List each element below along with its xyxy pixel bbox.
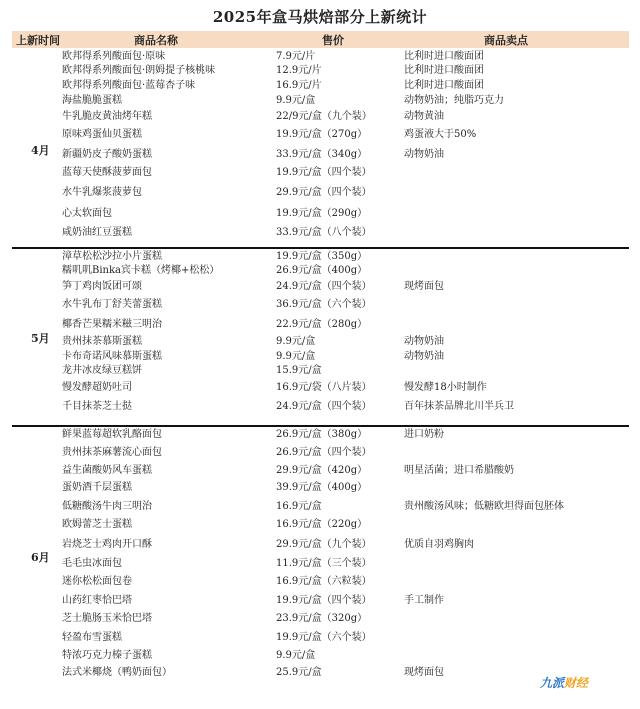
product-name: 益生菌酸奶风车蛋糕 (62, 465, 152, 476)
product-name: 卡布奇诺风味慕斯蛋糕 (62, 351, 162, 362)
month-label: 4月 (31, 144, 50, 157)
product-price: 9.9元/盒 (276, 95, 316, 106)
product-price: 11.9元/盒（三个装） (276, 558, 372, 569)
product-name: 毛毛虫冰面包 (62, 558, 122, 569)
product-name: 贵州抹茶麻薯流心面包 (62, 447, 162, 458)
product-price: 26.9元/盒（400g） (276, 265, 368, 276)
product-price: 26.9元/盒（四个装） (276, 447, 372, 458)
product-price: 19.9元/盒（290g） (276, 208, 368, 219)
product-name: 迷你松松面包卷 (62, 576, 132, 587)
product-price: 22/9元/盒（九个装） (276, 111, 372, 122)
month-label: 6月 (31, 551, 50, 564)
product-price: 19.9元/盒（350g） (276, 251, 368, 262)
product-name: 海盐脆脆蛋糕 (62, 95, 122, 106)
product-selling-point: 现烤面包 (404, 667, 444, 678)
product-price: 16.9元/盒（220g） (276, 519, 368, 530)
product-price: 19.9元/盒（四个装） (276, 167, 372, 178)
product-selling-point: 比利时进口酸面团 (404, 51, 484, 62)
product-name: 山药红枣恰巴塔 (62, 595, 132, 606)
product-selling-point: 贵州酸汤风味；低糖欧坦得面包胚体 (404, 501, 564, 512)
product-price: 24.9元/盒（四个装） (276, 401, 372, 412)
product-price: 19.9元/盒（270g） (276, 129, 368, 140)
product-price: 39.9元/盒（400g） (276, 482, 368, 493)
section-june (12, 428, 629, 690)
product-selling-point: 明星活菌；进口希腊酸奶 (404, 465, 514, 476)
product-selling-point: 比利时进口酸面团 (404, 65, 484, 76)
product-price: 15.9元/盒 (276, 365, 322, 376)
page-title: 2025年盒马烘焙部分上新统计 (212, 8, 428, 26)
product-price: 36.9元/盒（六个装） (276, 299, 372, 310)
product-selling-point: 动物奶油 (404, 351, 444, 362)
product-price: 16.9元/盒 (276, 501, 322, 512)
product-name: 新疆奶皮子酸奶蛋糕 (62, 149, 152, 160)
product-price: 9.9元/盒 (276, 650, 316, 661)
product-selling-point: 进口奶粉 (404, 429, 444, 440)
product-name: 贵州抹茶慕斯蛋糕 (62, 336, 142, 347)
product-selling-point: 动物奶油 (404, 149, 444, 160)
product-name: 心太软面包 (62, 208, 112, 219)
product-price: 16.9元/片 (276, 80, 322, 91)
section-may (12, 250, 629, 424)
brand-logo: 九派财经 (540, 676, 589, 690)
product-name: 千目抹茶芝士挞 (62, 401, 132, 412)
product-name: 欧邦得系列酸面包·原味 (62, 51, 166, 62)
product-price: 29.9元/盒（九个装） (276, 539, 372, 550)
product-name: 龙井冰皮绿豆糕饼 (62, 365, 142, 376)
product-price: 29.9元/盒（四个装） (276, 187, 372, 198)
column-header-name: 商品名称 (134, 34, 178, 47)
product-price: 9.9元/盒 (276, 351, 316, 362)
product-price: 19.9元/盒（六个装） (276, 632, 372, 643)
product-name: 笋丁鸡肉饭团可颂 (62, 281, 142, 292)
section-divider (12, 425, 629, 427)
month-label: 5月 (31, 332, 50, 345)
product-name: 低糖酸汤牛肉三明治 (62, 501, 152, 512)
product-name: 椰香芒果糯米糍三明治 (62, 319, 162, 330)
product-name: 咸奶油红豆蛋糕 (62, 227, 132, 238)
product-price: 33.9元/盒（340g） (276, 149, 368, 160)
product-price: 9.9元/盒 (276, 336, 316, 347)
product-name: 蛋奶酒千层蛋糕 (62, 482, 132, 493)
product-selling-point: 比利时进口酸面团 (404, 80, 484, 91)
section-divider (12, 247, 629, 249)
column-header-selling: 商品卖点 (484, 34, 528, 47)
product-price: 7.9元/片 (276, 51, 316, 62)
product-price: 33.9元/盒（八个装） (276, 227, 372, 238)
product-price: 12.9元/片 (276, 65, 322, 76)
product-price: 29.9元/盒（420g） (276, 465, 368, 476)
product-name: 欧邦得系列酸面包·朗姆提子核桃味 (62, 65, 216, 76)
product-selling-point: 动物奶油；纯脂巧克力 (404, 95, 504, 106)
product-selling-point: 百年抹茶品牌北川半兵卫 (404, 401, 514, 412)
product-price: 23.9元/盒（320g） (276, 613, 368, 624)
product-price: 25.9元/盒 (276, 667, 322, 678)
product-price: 19.9元/盒（四个装） (276, 595, 372, 606)
column-header-time: 上新时间 (16, 34, 60, 47)
table-header (12, 31, 629, 48)
product-name: 漳草松松沙拉小片蛋糕 (62, 251, 162, 262)
product-name: 法式米椰烧（鸭奶面包） (62, 667, 172, 678)
product-selling-point: 优质自羽鸡胸肉 (404, 539, 474, 550)
product-selling-point: 动物黄油 (404, 111, 444, 122)
product-name: 芝士脆肠玉米恰巴塔 (62, 613, 152, 624)
column-header-price: 售价 (322, 34, 344, 47)
product-price: 26.9元/盒（380g） (276, 429, 368, 440)
product-name: 欧姆蕾芝士蛋糕 (62, 519, 132, 530)
product-name: 水牛乳爆浆菠萝包 (62, 187, 142, 198)
product-name: 岩烧芝士鸡肉开口酥 (62, 539, 152, 550)
product-name: 水牛乳布丁舒芙蕾蛋糕 (62, 299, 162, 310)
section-april (12, 50, 629, 246)
product-selling-point: 手工制作 (404, 595, 444, 606)
product-price: 24.9元/盒（四个装） (276, 281, 372, 292)
product-name: 欧邦得系列酸面包·蓝莓杏子味 (62, 80, 196, 91)
product-name: 牛乳脆皮黄油烤年糕 (62, 111, 152, 122)
product-selling-point: 慢发酵18小时制作 (404, 382, 487, 393)
product-selling-point: 动物奶油 (404, 336, 444, 347)
product-price: 16.9元/盒（六粒装） (276, 576, 372, 587)
product-name: 原味鸡蛋仙贝蛋糕 (62, 129, 142, 140)
product-name: 鲜果蓝莓超软乳酪面包 (62, 429, 162, 440)
product-name: 蓝莓天使酥菠萝面包 (62, 167, 152, 178)
product-name: 特浓巧克力榛子蛋糕 (62, 650, 152, 661)
product-selling-point: 现烤面包 (404, 281, 444, 292)
product-selling-point: 鸡蛋液大于50% (404, 129, 477, 140)
product-name: 慢发酵超奶吐司 (62, 382, 132, 393)
product-price: 16.9元/袋（八片装） (276, 382, 372, 393)
product-name: 糯叽叽Binka宾卡糕（烤椰+松松） (62, 265, 220, 276)
product-price: 22.9元/盒（280g） (276, 319, 368, 330)
product-name: 轻盈布雪蛋糕 (62, 632, 122, 643)
